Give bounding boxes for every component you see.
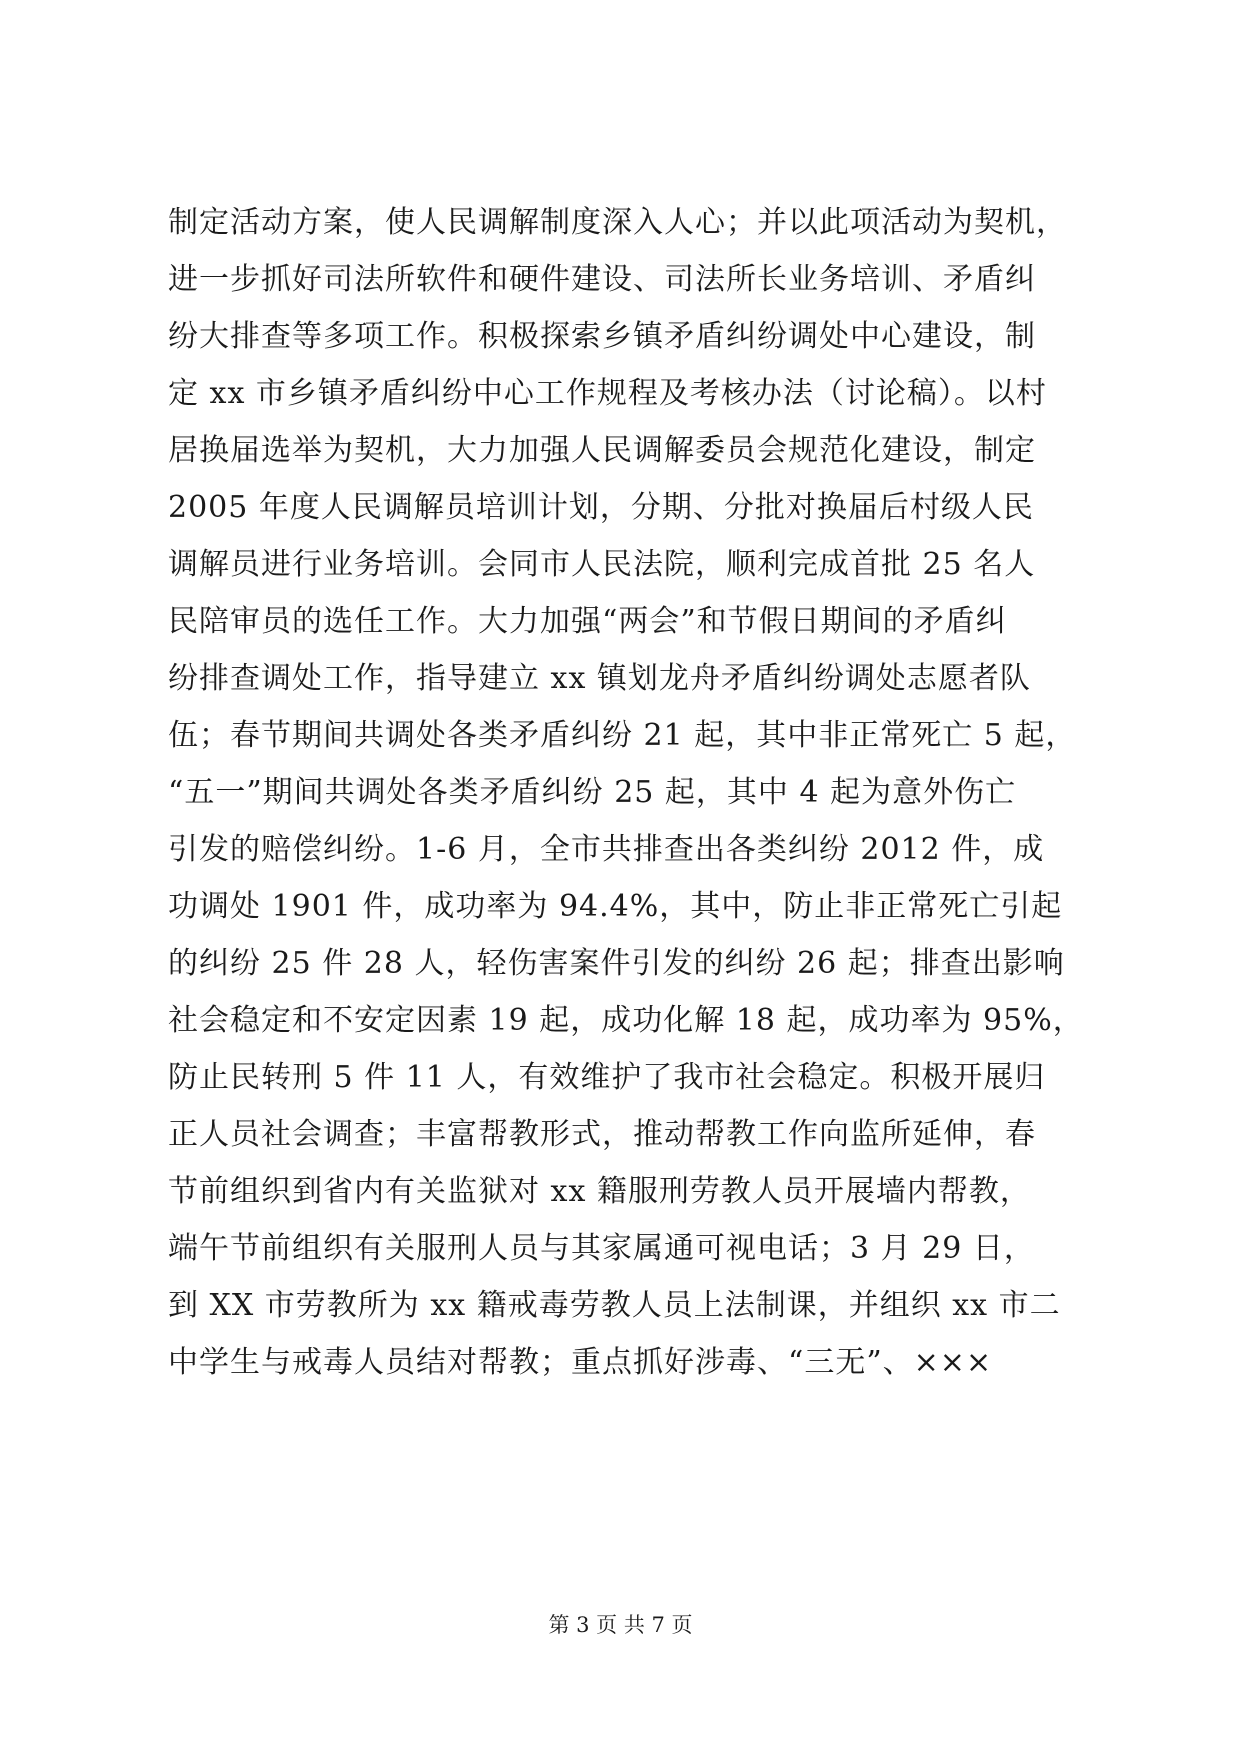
text-line: 纷大排查等多项工作。积极探索乡镇矛盾纠纷调处中心建设，制 (168, 319, 1036, 354)
text-line: 中学生与戒毒人员结对帮教；重点抓好涉毒、“三无”、××× (168, 1345, 993, 1380)
text-line: 引发的赔偿纠纷。1-6 月，全市共排查出各类纠纷 2012 件，成 (168, 832, 1045, 867)
text-line: 的纠纷 25 件 28 人，轻伤害案件引发的纠纷 26 起；排查出影响 (168, 946, 1065, 981)
text-line: 调解员进行业务培训。会同市人民法院，顺利完成首批 25 名人 (168, 547, 1036, 582)
text-line: 功调处 1901 件，成功率为 94.4%，其中，防止非正常死亡引起 (168, 889, 1063, 924)
text-line: 2005 年度人民调解员培训计划，分期、分批对换届后村级人民 (168, 490, 1034, 525)
text-line: 居换届选举为契机，大力加强人民调解委员会规范化建设，制定 (168, 433, 1036, 468)
page-number-footer: 第 3 页 共 7 页 (548, 1613, 693, 1637)
text-line: 制定活动方案，使人民调解制度深入人心；并以此项活动为契机， (168, 205, 1067, 240)
text-line: 定 xx 市乡镇矛盾纠纷中心工作规程及考核办法（讨论稿）。以村 (168, 376, 1047, 411)
text-line: 节前组织到省内有关监狱对 xx 籍服刑劳教人员开展墙内帮教， (168, 1174, 1031, 1209)
text-line: 到 XX 市劳教所为 xx 籍戒毒劳教人员上法制课，并组织 xx 市二 (168, 1288, 1061, 1323)
text-line: 正人员社会调查；丰富帮教形式，推动帮教工作向监所延伸，春 (168, 1117, 1036, 1152)
text-line: 纷排查调处工作，指导建立 xx 镇划龙舟矛盾纠纷调处志愿者队 (168, 661, 1031, 696)
text-line: 进一步抓好司法所软件和硬件建设、司法所长业务培训、矛盾纠 (168, 262, 1036, 297)
text-line: 社会稳定和不安定因素 19 起，成功化解 18 起，成功率为 95%， (168, 1003, 1084, 1038)
text-line: 防止民转刑 5 件 11 人，有效维护了我市社会稳定。积极开展归 (168, 1060, 1046, 1095)
text-line: “五一”期间共调处各类矛盾纠纷 25 起，其中 4 起为意外伤亡 (168, 775, 1017, 810)
text-line: 伍；春节期间共调处各类矛盾纠纷 21 起，其中非正常死亡 5 起， (168, 718, 1077, 753)
text-line: 端午节前组织有关服刑人员与其家属通可视电话；3 月 29 日， (168, 1231, 1035, 1266)
text-line: 民陪审员的选任工作。大力加强“两会”和节假日期间的矛盾纠 (168, 604, 1007, 639)
